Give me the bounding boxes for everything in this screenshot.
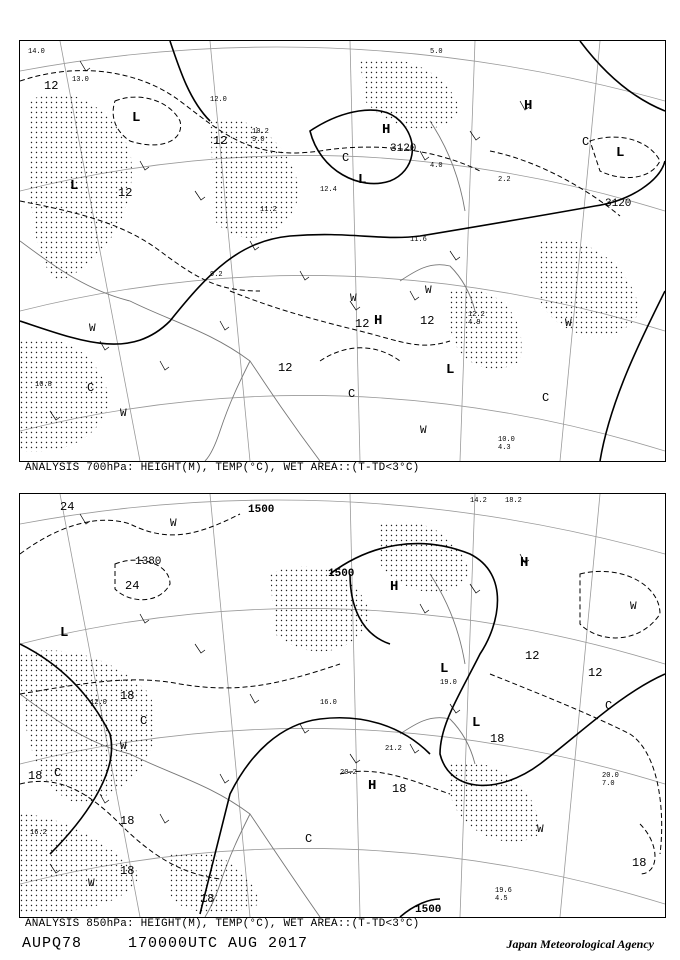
station-value: 10.0 (498, 436, 515, 444)
station-value: 12.4 (320, 186, 337, 194)
warm-marker: W (537, 824, 544, 836)
high-center: H (390, 579, 399, 595)
temp-label: 12 (355, 317, 370, 331)
low-center: L (446, 362, 455, 378)
cold-marker: C (305, 832, 313, 846)
station-value: 4.5 (495, 895, 508, 903)
caption-850hpa: ANALYSIS 850hPa: HEIGHT(M), TEMP(°C), WET AREA::(T-TD<3°C) (25, 918, 420, 930)
temp-label: 12 (44, 79, 59, 93)
height-label: 1380 (135, 556, 162, 568)
station-value: 18.2 (505, 497, 522, 505)
temp-label: 12 (278, 361, 293, 375)
cold-marker: C (605, 699, 613, 713)
high-center: H (524, 98, 533, 114)
warm-marker: W (565, 318, 572, 330)
warm-marker: W (120, 741, 127, 753)
map-panel-850hpa (19, 493, 666, 918)
temp-label: 12 (213, 134, 228, 148)
height-label: 1500 (248, 504, 275, 516)
warm-marker: W (425, 285, 432, 297)
temp-label: 24 (125, 579, 140, 593)
station-value: 10.8 (35, 381, 52, 389)
low-center: L (70, 178, 79, 194)
station-value: 12.0 (90, 699, 107, 707)
station-value: 4.3 (498, 444, 511, 452)
station-value: 19.6 (495, 887, 512, 895)
height-label: 1500 (328, 568, 355, 580)
low-center: L (472, 715, 481, 731)
cold-marker: C (140, 714, 148, 728)
station-value: 19.0 (440, 679, 457, 687)
station-value: 4.9 (468, 319, 481, 327)
station-value: 13.0 (72, 76, 89, 84)
high-center: H (374, 313, 383, 329)
high-center: H (368, 778, 377, 794)
temp-label: 12 (588, 666, 603, 680)
low-center: L (132, 110, 141, 126)
temp-label: 18 (120, 814, 135, 828)
temp-label: 18 (200, 892, 215, 906)
station-value: 14.2 (470, 497, 487, 505)
temp-label: 24 (60, 500, 75, 514)
station-value: 5.0 (430, 48, 443, 56)
product-code: AUPQ78 (22, 935, 83, 952)
height-label: 3120 (605, 198, 632, 210)
station-value: 2.2 (498, 176, 511, 184)
agency-name: Japan Meteorological Agency (506, 937, 654, 951)
station-value: 11.2 (260, 206, 277, 214)
temp-label: 12 (420, 314, 435, 328)
warm-marker: W (630, 601, 637, 613)
temp-label: 12 (525, 649, 540, 663)
low-center: L (616, 145, 625, 161)
station-value: 16.0 (320, 699, 337, 707)
station-value: 12.2 (468, 311, 485, 319)
station-value: 4.0 (430, 162, 443, 170)
temp-label: 18 (120, 864, 135, 878)
cold-marker: C (542, 391, 550, 405)
low-center: L (60, 625, 69, 641)
caption-700hpa: ANALYSIS 700hPa: HEIGHT(M), TEMP(°C), WET AREA::(T-TD<3°C) (25, 462, 420, 474)
warm-marker: W (420, 425, 427, 437)
temp-label: 18 (120, 689, 135, 703)
temp-label: 18 (392, 782, 407, 796)
warm-marker: W (170, 518, 177, 530)
high-center: H (520, 555, 529, 571)
valid-time: 170000UTC AUG 2017 (128, 935, 309, 952)
warm-marker: W (88, 878, 95, 890)
height-label: 3120 (390, 143, 417, 155)
temp-label: 18 (632, 856, 647, 870)
map-850hpa (20, 494, 665, 917)
low-center: L (358, 172, 367, 188)
height-label: 1500 (415, 904, 442, 916)
station-value: 14.0 (28, 48, 45, 56)
station-value: 10.2 (252, 128, 269, 136)
cold-marker: C (54, 766, 62, 780)
station-value: 12.0 (210, 96, 227, 104)
low-center: L (440, 661, 449, 677)
map-panel-700hpa (19, 40, 666, 462)
warm-marker: W (89, 323, 96, 335)
station-value: 20.0 (602, 772, 619, 780)
cold-marker: C (348, 387, 356, 401)
station-value: 9.0 (252, 136, 265, 144)
map-700hpa (20, 41, 665, 461)
cold-marker: C (582, 135, 590, 149)
cold-marker: C (342, 151, 350, 165)
station-value: 9.2 (210, 271, 223, 279)
station-value: 16.2 (30, 829, 47, 837)
high-center: H (382, 122, 391, 138)
warm-marker: W (120, 408, 127, 420)
warm-marker: W (350, 293, 357, 305)
station-value: 7.0 (602, 780, 615, 788)
temp-label: 18 (490, 732, 505, 746)
station-value: 11.6 (410, 236, 427, 244)
temp-label: 12 (118, 186, 133, 200)
temp-label: 18 (28, 769, 43, 783)
station-value: 21.2 (385, 745, 402, 753)
station-value: 20.2 (340, 769, 357, 777)
cold-marker: C (87, 381, 95, 395)
